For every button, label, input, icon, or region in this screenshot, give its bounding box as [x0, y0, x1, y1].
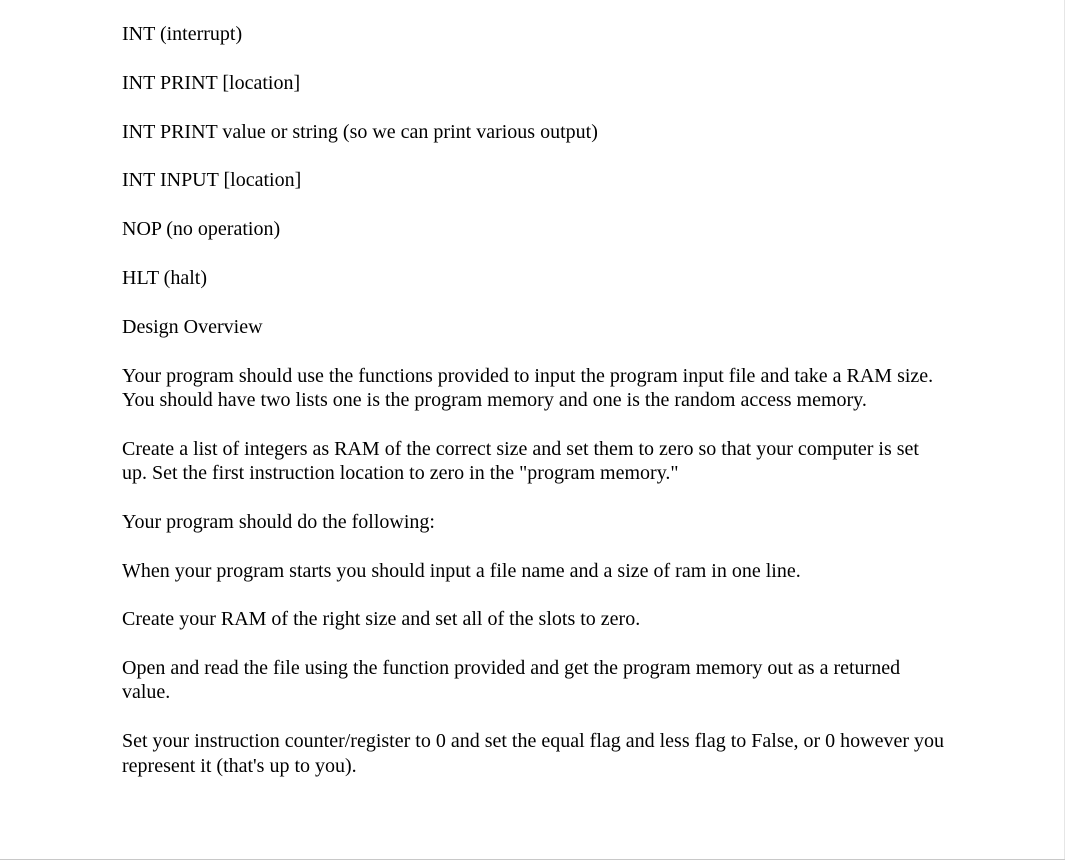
paragraph-instruction-counter: Set your instruction counter/register to 0 and set the equal flag and less flag to False, or 0 however you represent it (that's up to you). [122, 730, 945, 777]
instruction-int-print-location: INT PRINT [location] [122, 71, 301, 94]
page-bottom-border [0, 859, 1065, 860]
instruction-int: INT (interrupt) [122, 23, 243, 45]
section-heading-design-overview: Design Overview [122, 315, 263, 338]
paragraph-program-steps-intro: Your program should do the following: [122, 510, 435, 533]
instruction-nop: NOP (no operation) [122, 218, 281, 241]
instruction-int-input: INT INPUT [location] [122, 169, 302, 192]
paragraph-ram-size: Create your RAM of the right size and set all of the slots to zero. [122, 608, 641, 631]
paragraph-create-ram: Create a list of integers as RAM of the correct size and set them to zero so that your computer is set up. Set the first instruction location to zero in the "program memory." [122, 437, 919, 484]
instruction-hlt: HLT (halt) [122, 266, 207, 289]
paragraph-program-input: Your program should use the functions provided to input the program input file and take a RAM size. You should have two lists one is the program memory and one is the random access memory. [122, 364, 934, 411]
instruction-int-print-value: INT PRINT value or string (so we can print various output) [122, 120, 598, 143]
paragraph-read-file: Open and read the file using the function provided and get the program memory out as a returned value. [122, 657, 901, 704]
paragraph-input-filename: When your program starts you should input a file name and a size of ram in one line. [122, 559, 801, 582]
document-body [122, 22, 947, 802]
